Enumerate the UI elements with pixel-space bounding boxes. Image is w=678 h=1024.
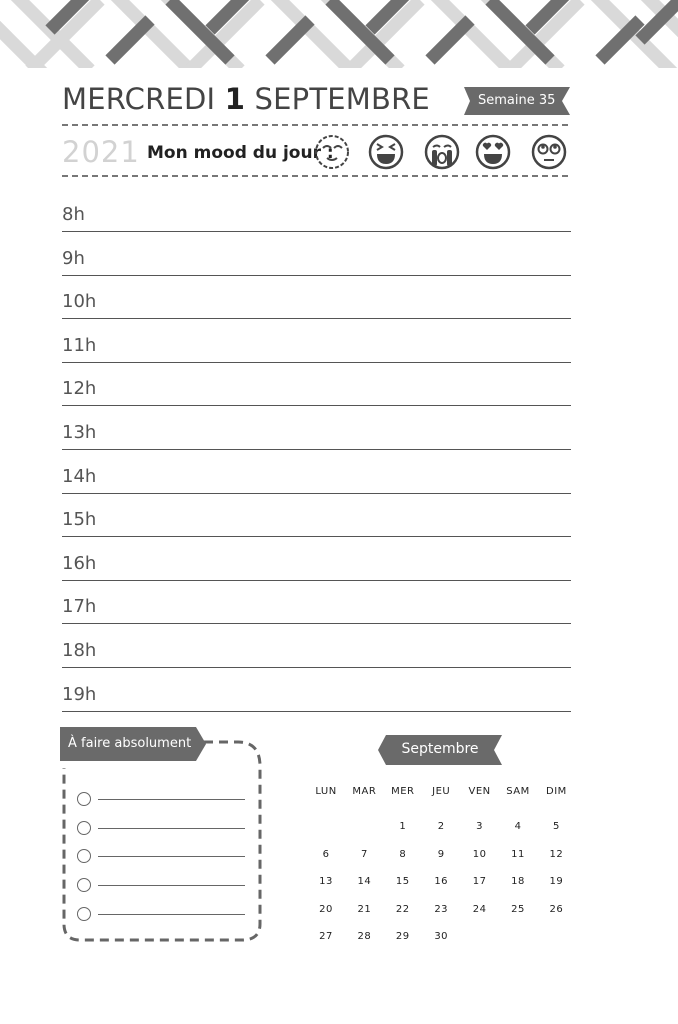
calendar-day[interactable]: 9 [437, 848, 445, 860]
hour-row[interactable] [62, 623, 571, 668]
hour-row[interactable] [62, 274, 571, 319]
calendar-day[interactable]: 12 [549, 848, 564, 860]
calendar-day[interactable]: 10 [472, 848, 487, 860]
calendar-weekday: MER [391, 786, 415, 797]
calendar-day[interactable]: 30 [434, 931, 449, 942]
calendar-day[interactable]: 18 [511, 876, 525, 887]
mood-label: Mon mood du jour : [147, 143, 334, 163]
calendar-day[interactable]: 13 [319, 876, 333, 887]
calendar-weekday: VEN [468, 786, 491, 797]
hour-label: 18h [62, 640, 97, 661]
calendar-month-title: Septembre [401, 741, 479, 757]
todo-checkbox[interactable] [77, 878, 91, 892]
todo-item[interactable] [77, 792, 247, 806]
hour-row[interactable] [62, 492, 571, 537]
calendar-day[interactable]: 15 [395, 876, 410, 887]
calendar-day[interactable]: 21 [357, 903, 372, 915]
week-label: Semaine 35 [478, 93, 556, 108]
calendar-day[interactable]: 11 [511, 848, 525, 860]
calendar-day[interactable]: 27 [319, 931, 333, 942]
week-badge [464, 87, 570, 115]
calendar-day[interactable]: 22 [395, 903, 410, 915]
calendar-day[interactable]: 16 [434, 876, 449, 887]
hour-row[interactable] [62, 318, 571, 363]
todo-write-line[interactable] [98, 885, 245, 886]
todo-title: À faire absolument [68, 736, 192, 751]
todo-checkbox[interactable] [77, 849, 91, 863]
todo-write-line[interactable] [98, 856, 245, 857]
laughing-face-icon[interactable] [367, 133, 405, 171]
divider-top [62, 124, 568, 126]
calendar-day[interactable]: 6 [322, 848, 330, 860]
calendar-day[interactable]: 3 [476, 821, 484, 832]
calendar-day[interactable]: 29 [395, 931, 410, 942]
calendar-day[interactable]: 20 [319, 903, 333, 915]
todo-write-line[interactable] [98, 828, 245, 829]
hour-label: 9h [62, 247, 85, 269]
todo-write-line[interactable] [98, 914, 245, 915]
todo-write-line[interactable] [98, 799, 245, 800]
hour-row[interactable] [62, 536, 571, 581]
calendar-day[interactable]: 25 [511, 903, 525, 915]
todo-item[interactable] [77, 821, 247, 835]
hour-row[interactable] [62, 187, 571, 232]
calendar-day[interactable]: 23 [434, 903, 449, 915]
hour-row[interactable] [62, 231, 571, 276]
crying-face-icon[interactable] [423, 133, 461, 171]
calendar-weekday: MAR [352, 786, 377, 797]
calendar-day[interactable]: 24 [472, 903, 487, 915]
calendar-weekday: DIM [546, 786, 567, 797]
todo-checkbox[interactable] [77, 821, 91, 835]
hour-label: 14h [62, 465, 97, 487]
calendar-weekday: LUN [315, 786, 337, 797]
month-name: SEPTEMBRE [254, 82, 430, 116]
divider-bottom [62, 175, 568, 177]
relieved-face-icon[interactable] [313, 133, 351, 171]
page-title [62, 82, 430, 116]
todo-badge [60, 727, 210, 761]
calendar-day[interactable]: 17 [472, 876, 487, 887]
todo-checkbox[interactable] [77, 907, 91, 921]
calendar-day[interactable]: 5 [552, 821, 560, 832]
hour-label: 19h [62, 683, 97, 705]
calendar-day[interactable]: 14 [357, 876, 372, 887]
rolling-eyes-face-icon[interactable] [530, 133, 568, 171]
hour-label: 15h [62, 509, 97, 531]
decorative-stripe-pattern [0, 0, 678, 70]
todo-item[interactable] [77, 907, 247, 921]
todo-checkbox[interactable] [77, 792, 91, 806]
hour-label: 13h [62, 422, 97, 443]
todo-item[interactable] [77, 849, 247, 863]
hour-row[interactable] [62, 667, 571, 712]
calendar-day[interactable]: 28 [357, 931, 372, 942]
calendar-day[interactable]: 2 [437, 821, 445, 832]
calendar-month-badge [378, 735, 502, 765]
todo-item[interactable] [77, 878, 247, 892]
calendar-day[interactable]: 1 [399, 821, 407, 832]
calendar-day[interactable]: 4 [514, 821, 522, 832]
hour-label: 12h [62, 378, 97, 400]
calendar-day[interactable]: 26 [549, 903, 564, 915]
calendar-day[interactable]: 8 [399, 848, 407, 860]
hour-label: 10h [62, 291, 97, 313]
hour-label: 8h [62, 204, 85, 225]
calendar-weekday: JEU [432, 786, 451, 797]
weekday: MERCREDI [62, 82, 216, 116]
calendar-day[interactable]: 7 [360, 848, 368, 860]
hour-row[interactable] [62, 449, 571, 494]
hour-label: 11h [62, 334, 97, 356]
hour-row[interactable] [62, 579, 571, 624]
year: 2021 [62, 135, 140, 169]
hour-label: 17h [62, 596, 97, 618]
hour-row[interactable] [62, 405, 571, 450]
heart-eyes-face-icon[interactable] [474, 133, 512, 171]
calendar-weekday: SAM [506, 786, 530, 797]
hour-row[interactable] [62, 361, 571, 406]
calendar-day[interactable]: 19 [549, 876, 564, 887]
day-number: 1 [224, 82, 246, 116]
hour-label: 16h [62, 552, 97, 574]
